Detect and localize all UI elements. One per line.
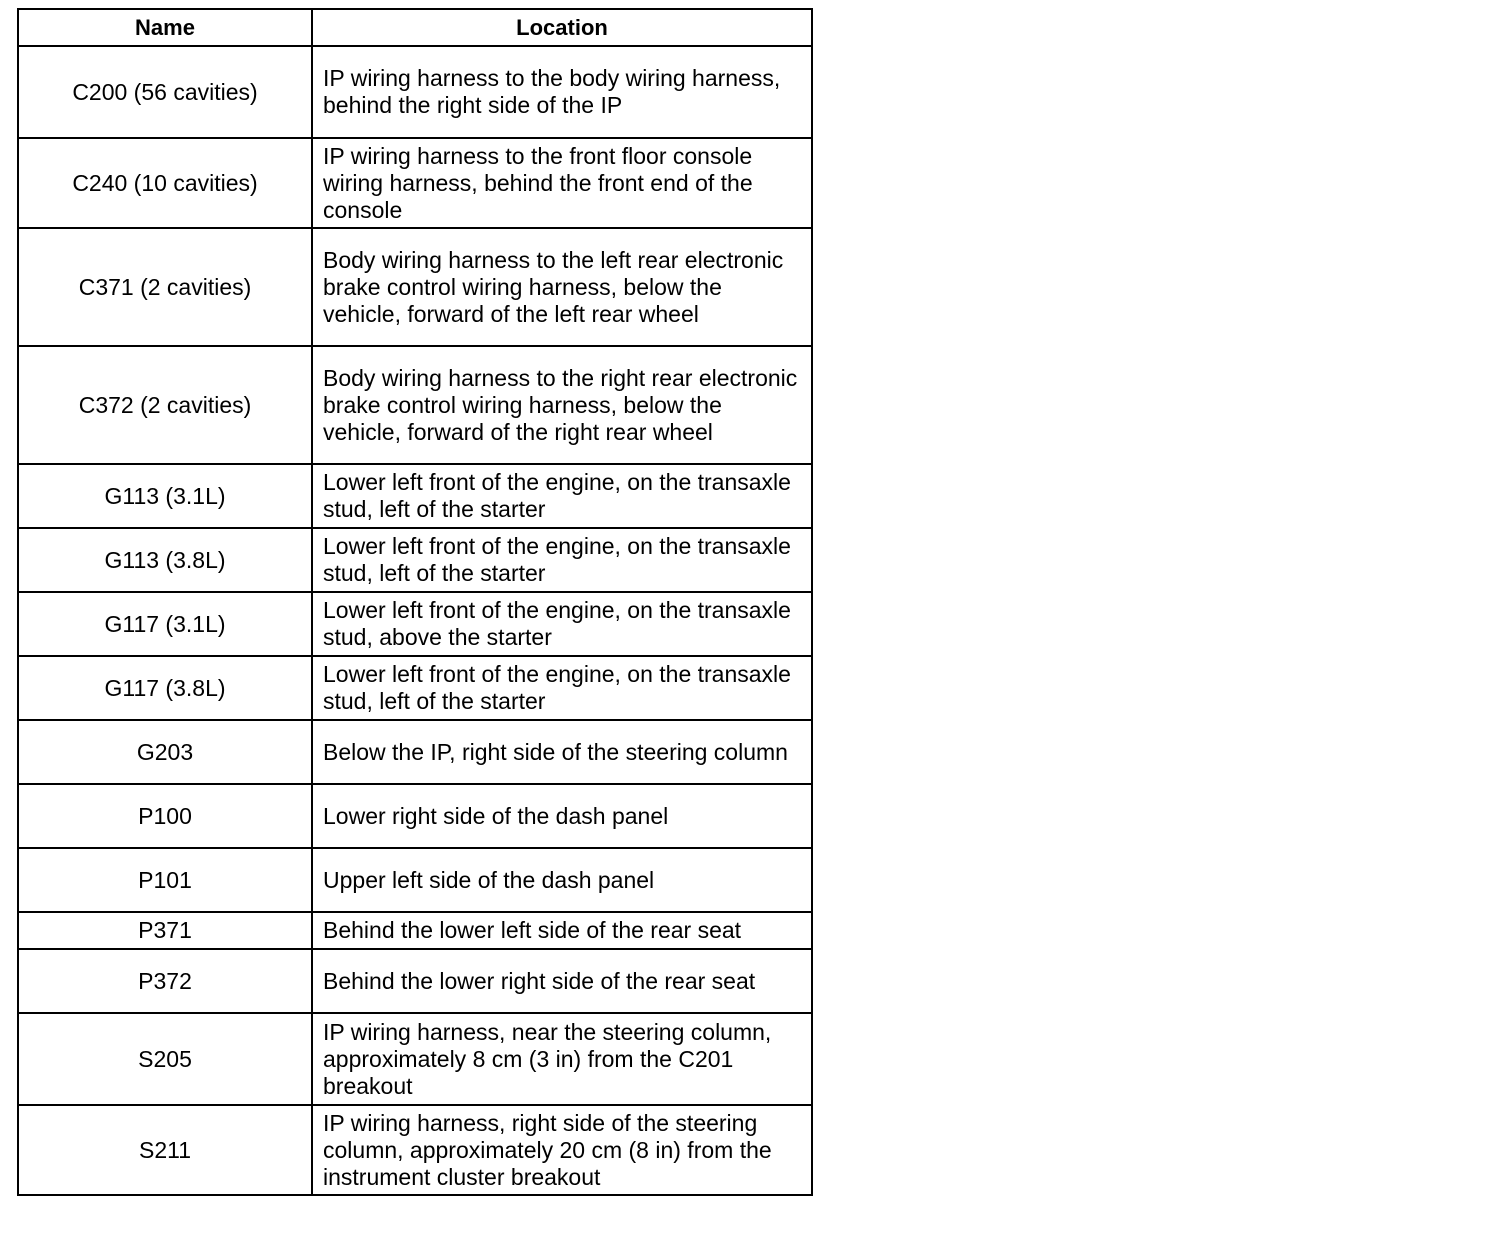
table-row [18,464,812,528]
header-row [18,9,812,46]
component-name: S211 [18,1105,312,1195]
column-header-location: Location [312,9,812,46]
table-row [18,1013,812,1105]
component-location: Lower left front of the engine, on the transaxle stud, left of the starter [312,464,812,528]
component-name: C200 (56 cavities) [18,46,312,138]
table-row [18,912,812,949]
component-location: Lower left front of the engine, on the transaxle stud, left of the starter [312,656,812,720]
component-location: Lower left front of the engine, on the transaxle stud, left of the starter [312,528,812,592]
component-location: IP wiring harness to the front floor console wiring harness, behind the front end of the console [312,138,812,228]
component-location: Lower left front of the engine, on the transaxle stud, above the starter [312,592,812,656]
component-location: IP wiring harness, near the steering column, approximately 8 cm (3 in) from the C201 breakout [312,1013,812,1105]
table-row [18,949,812,1013]
component-location: IP wiring harness to the body wiring harness, behind the right side of the IP [312,46,812,138]
component-name: P371 [18,912,312,949]
component-name: P101 [18,848,312,912]
column-header-name: Name [18,9,312,46]
component-location: Body wiring harness to the left rear electronic brake control wiring harness, below the vehicle, forward of the left rear wheel [312,228,812,346]
table-row [18,848,812,912]
component-name: G203 [18,720,312,784]
component-name: G117 (3.8L) [18,656,312,720]
table-row [18,528,812,592]
component-location: Body wiring harness to the right rear electronic brake control wiring harness, below the vehicle, forward of the right rear wheel [312,346,812,464]
component-name: S205 [18,1013,312,1105]
table-row [18,346,812,464]
component-location: Upper left side of the dash panel [312,848,812,912]
component-name: C372 (2 cavities) [18,346,312,464]
table-row [18,720,812,784]
component-location: Lower right side of the dash panel [312,784,812,848]
table-row [18,228,812,346]
table-row [18,1105,812,1195]
table-row [18,46,812,138]
component-name: P100 [18,784,312,848]
table-row [18,592,812,656]
component-location: Behind the lower left side of the rear seat [312,912,812,949]
component-location: Below the IP, right side of the steering column [312,720,812,784]
component-name: G113 (3.1L) [18,464,312,528]
table-row [18,138,812,228]
component-name: P372 [18,949,312,1013]
table-row [18,784,812,848]
component-location: IP wiring harness, right side of the steering column, approximately 20 cm (8 in) from the instrument cluster breakout [312,1105,812,1195]
connector-location-table [17,8,813,1196]
table-row [18,656,812,720]
component-name: C371 (2 cavities) [18,228,312,346]
component-name: G117 (3.1L) [18,592,312,656]
component-name: C240 (10 cavities) [18,138,312,228]
component-name: G113 (3.8L) [18,528,312,592]
component-location: Behind the lower right side of the rear seat [312,949,812,1013]
